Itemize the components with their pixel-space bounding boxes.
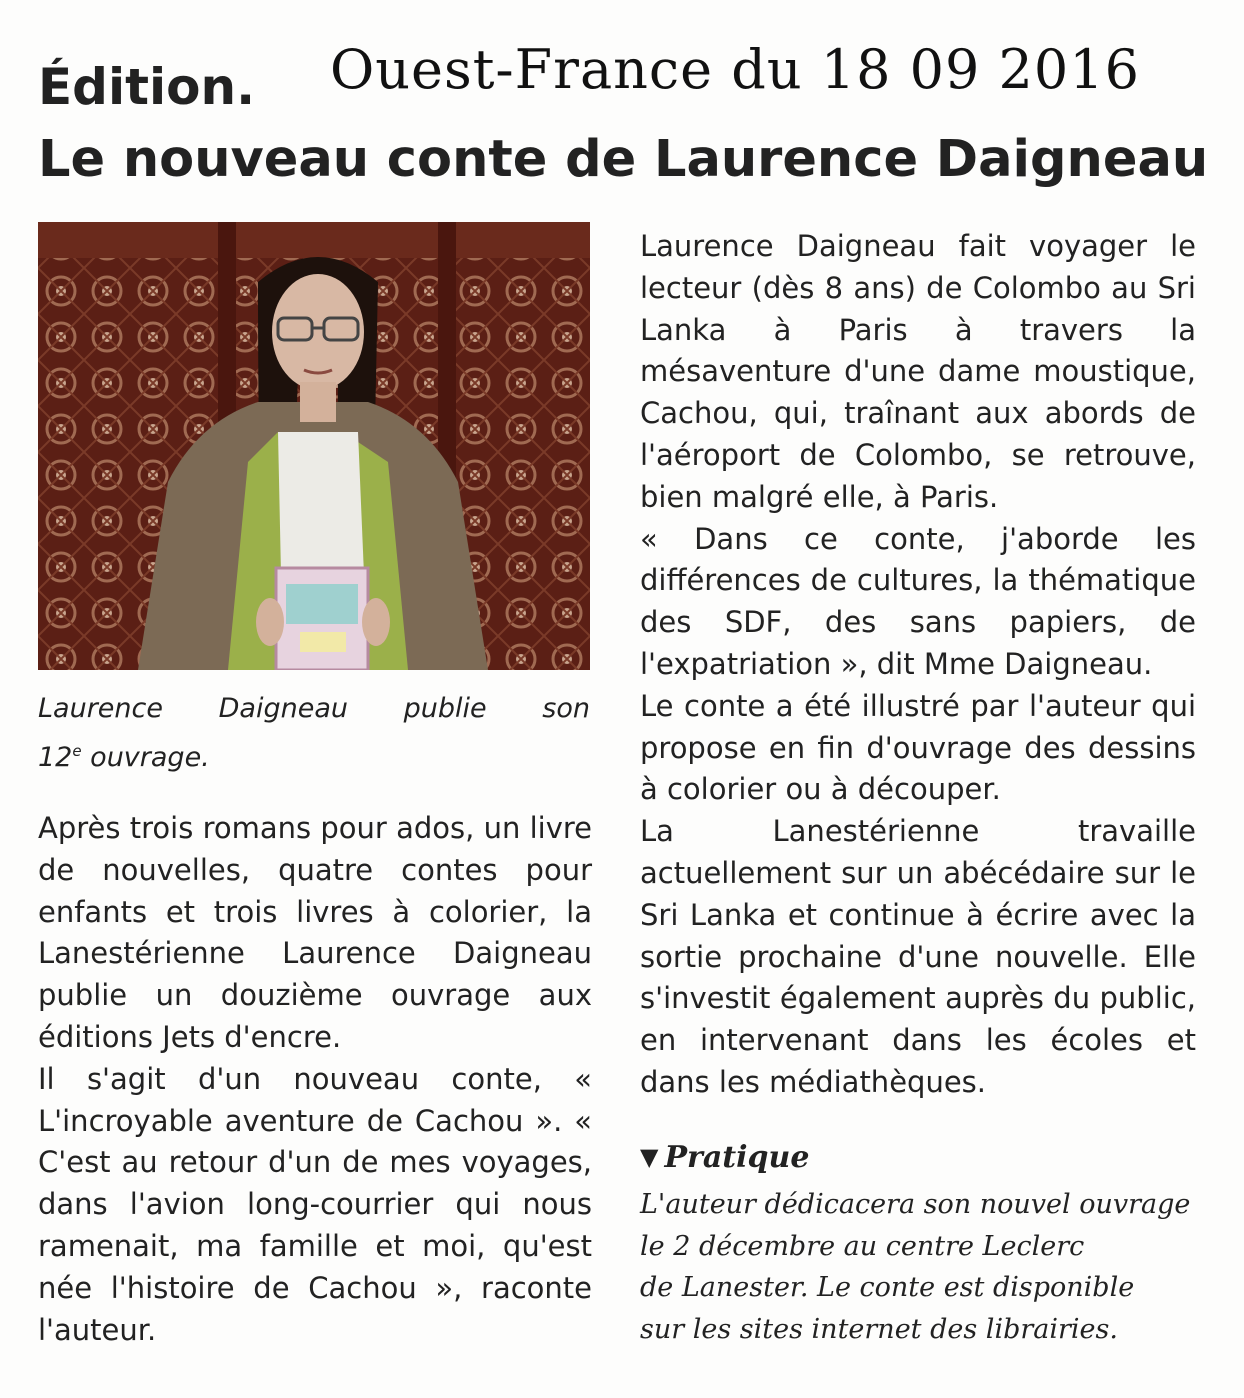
triangle-down-icon: ▼ xyxy=(640,1142,659,1171)
pratique-line: L'auteur dédicacera son nouvel ouvrage xyxy=(640,1189,1191,1220)
caption-superscript: e xyxy=(72,742,82,760)
caption-number: 12 xyxy=(38,742,73,773)
pratique-heading-text: Pratique xyxy=(664,1140,810,1175)
author-photo-illustration xyxy=(38,222,590,670)
author-photo xyxy=(38,222,590,670)
rubric-label: Édition. xyxy=(38,58,256,116)
right-paragraph: La Lanestérienne travaille actuellement sur un abécédaire sur le Sri Lanka et continue à écrire avec la sortie prochaine d'une nouvelle. Elle s'investit également auprès du public, en intervenant dans les écoles et dans les médiathèques. xyxy=(640,814,1196,1099)
photo-caption xyxy=(38,688,590,779)
right-column xyxy=(640,226,1196,1104)
caption-rest: ouvrage. xyxy=(81,742,210,773)
article-headline: Le nouveau conte de Laurence Daigneau xyxy=(38,130,1209,189)
pratique-line: le 2 décembre au centre Leclerc xyxy=(640,1230,1085,1262)
left-paragraph: Après trois romans pour ados, un livre de nouvelles, quatre contes pour enfants et trois livres à colorier, la Lanestérienne Laurence Daigneau publie un douzième ouvrage aux éditions Jets d'encre. xyxy=(38,811,592,1054)
source-stamp: Ouest-France du 18 09 2016 xyxy=(330,38,1140,101)
pratique-heading xyxy=(640,1140,809,1175)
right-paragraph: Laurence Daigneau fait voyager le lecteur (dès 8 ans) de Colombo au Sri Lanka à Paris à travers la mésaventure d'une dame moustique, Cachou, qui, traînant aux abords de l'aéroport de Colombo, se retrouve, bien malgré elle, à Paris. xyxy=(640,229,1196,514)
pratique-info xyxy=(640,1184,1200,1350)
left-column xyxy=(38,808,592,1351)
right-paragraph: Le conte a été illustré par l'auteur qui propose en fin d'ouvrage des dessins à colorier ou à découper. xyxy=(640,688,1196,807)
pratique-line: de Lanester. Le conte est disponible xyxy=(640,1272,1135,1303)
pratique-line: sur les sites internet des librairies. xyxy=(640,1313,1118,1345)
left-paragraph: Il s'agit d'un nouveau conte, « L'incroyable aventure de Cachou ». « C'est au retour d'un de mes voyages, dans l'avion long-courrier qui nous ramenait, ma famille et moi, qu'est née l'histoire de Cachou », raconte l'auteur. xyxy=(38,1061,592,1347)
right-paragraph: « Dans ce conte, j'aborde les différences de cultures, la thématique des SDF, des sans papiers, de l'expatriation », dit Mme Daigneau. xyxy=(640,521,1196,681)
caption-line-1: Laurence Daigneau publie son xyxy=(38,693,590,724)
